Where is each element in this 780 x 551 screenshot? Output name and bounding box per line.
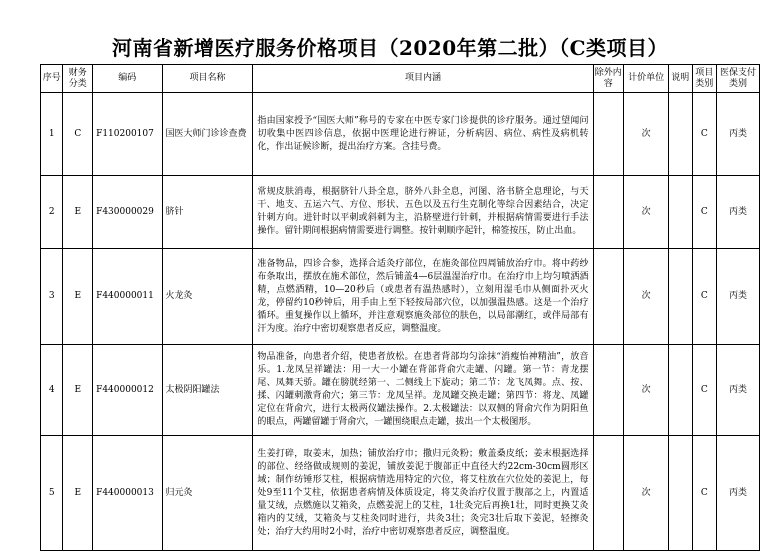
cell-exclude xyxy=(593,176,624,249)
header-name: 项目名称 xyxy=(162,65,253,93)
cell-insurance: 丙类 xyxy=(717,249,760,345)
cell-code: F440000011 xyxy=(93,249,162,345)
cell-seq: 2 xyxy=(41,176,63,249)
cell-content: 准备物品，四诊合参，选择合适灸疗部位，在施灸部位四周铺放治疗巾。将中药纱布条取出，摆放在施术部位，然后铺盖4—6层温湿治疗巾。在治疗巾上均匀喷洒酒精，点燃酒精，10—20秒后（或患者有温热感时），立刻用湿毛巾从侧面扑灭火龙，停留约10秒钟后，用手由上至下轻按局部穴位，以加强温热感。这是一个治疗循环。重复操作以上循环，并注意观察施灸部位的肤色，以局部潮红，或伴局部有汗为度。治疗中密切观察患者反应，调整温度。 xyxy=(253,249,593,345)
cell-finance: E xyxy=(63,436,93,551)
page-title: 河南省新增医疗服务价格项目（2020年第二批）（C类项目） xyxy=(111,36,669,60)
cell-code: F110200107 xyxy=(93,93,162,176)
cell-content: 常规皮肤消毒，根据脐针八卦全息，脐外八卦全息，河图、洛书脐全息理论，与天干、地支、五运六气、方位、形状、五色以及五行生克制化等综合因素结合，决定针刺方向。进针时以平刺或斜刺为主，沿脐壁进行针刺，并根据病情需要进行手法操作。留针期间根据病情需要进行调整。按针刺顺序起针，棉签按压，防止出血。 xyxy=(253,176,593,249)
cell-category: C xyxy=(692,436,717,551)
header-unit: 计价单位 xyxy=(624,65,669,93)
cell-category: C xyxy=(692,345,717,436)
cell-name: 脐针 xyxy=(162,176,253,249)
cell-insurance: 丙类 xyxy=(717,93,760,176)
table-row xyxy=(41,249,760,345)
header-exclude: 除外内容 xyxy=(593,65,624,93)
cell-finance: E xyxy=(63,249,93,345)
cell-unit: 次 xyxy=(624,345,669,436)
header-insurance: 医保支付类别 xyxy=(717,65,760,93)
cell-name: 国医大师门诊诊查费 xyxy=(162,93,253,176)
cell-note xyxy=(669,93,692,176)
cell-category: C xyxy=(692,176,717,249)
table-row xyxy=(41,345,760,436)
header-category: 项目类别 xyxy=(692,65,717,93)
cell-seq: 1 xyxy=(41,93,63,176)
cell-finance: E xyxy=(63,345,93,436)
cell-seq: 3 xyxy=(41,249,63,345)
cell-exclude xyxy=(593,345,624,436)
cell-name: 太极阴阳罐法 xyxy=(162,345,253,436)
cell-exclude xyxy=(593,93,624,176)
cell-unit: 次 xyxy=(624,436,669,551)
cell-content: 物品准备，向患者介绍，使患者放松。在患者背部均匀涂抹“消瘦怡神精油”，放音乐。1.龙凤呈祥罐法：用一大一小罐在背部背俞穴走罐、闪罐。第一节：青龙摆尾、凤舞天骄。罐在膀胱经第一、二侧线上下旋动；第二节：龙飞凤舞。点、按、揉、闪罐刺激背俞穴；第三节：龙凤呈祥。龙凤罐交换走罐；第四节：将龙、凤罐定位在背俞穴，进行太极两仪罐法操作。2.太极罐法：以双侧的肾俞穴作为阴阳鱼的眼点，两罐留罐于肾俞穴，一罐围绕眼点走罐，拔出一个太极图形。 xyxy=(253,345,593,436)
header-finance: 财务分类 xyxy=(63,65,93,93)
cell-code: F430000029 xyxy=(93,176,162,249)
cell-seq: 4 xyxy=(41,345,63,436)
table-row xyxy=(41,176,760,249)
cell-finance: E xyxy=(63,176,93,249)
cell-content: 生姜打碎，取姜末，加热；铺放治疗巾；撒归元灸粉；敷盖桑皮纸；姜末根据选择的部位、经络做成规则的姜泥，铺放姜泥于腹部正中直径大约22cm-30cm圆形区域；制作纺锤形艾柱，根据病情选用特定的穴位，将艾柱放在穴位处的姜泥上，每处9至11个艾柱，依据患者病情及体质设定，将艾灸治疗仪置于腹部之上，内置适量艾绒，点燃施以艾箱灸，点燃姜泥上的艾柱，1壮灸完后再换1壮，同时更换艾灸箱内的艾绒，艾箱灸与艾柱灸同时进行，共灸3壮；灸完3壮后取下姜泥，轻擦灸处；治疗大约用时2小时，治疗中密切观察患者反应，调整温度。 xyxy=(253,436,593,551)
table-header-row xyxy=(41,65,760,93)
cell-unit: 次 xyxy=(624,176,669,249)
header-content: 项目内涵 xyxy=(253,65,593,93)
cell-insurance: 丙类 xyxy=(717,345,760,436)
cell-unit: 次 xyxy=(624,249,669,345)
cell-finance: C xyxy=(63,93,93,176)
price-table xyxy=(40,64,760,551)
cell-insurance: 丙类 xyxy=(717,436,760,551)
cell-note xyxy=(669,176,692,249)
cell-seq: 5 xyxy=(41,436,63,551)
cell-code: F440000013 xyxy=(93,436,162,551)
cell-insurance: 丙类 xyxy=(717,176,760,249)
cell-note xyxy=(669,436,692,551)
cell-note xyxy=(669,249,692,345)
cell-name: 归元灸 xyxy=(162,436,253,551)
table-row xyxy=(41,436,760,551)
header-code: 编码 xyxy=(93,65,162,93)
cell-exclude xyxy=(593,249,624,345)
cell-code: F440000012 xyxy=(93,345,162,436)
cell-category: C xyxy=(692,249,717,345)
cell-content: 指由国家授予“国医大师”称号的专家在中医专家门诊提供的诊疗服务。通过望闻问切收集中医四诊信息，依据中医理论进行辨证，分析病因、病位、病性及病机转化，作出证候诊断，提出治疗方案。含挂号费。 xyxy=(253,93,593,176)
table-row xyxy=(41,93,760,176)
cell-category: C xyxy=(692,93,717,176)
cell-exclude xyxy=(593,436,624,551)
cell-note xyxy=(669,345,692,436)
header-note: 说明 xyxy=(669,65,692,93)
header-seq: 序号 xyxy=(41,65,63,93)
cell-name: 火龙灸 xyxy=(162,249,253,345)
cell-unit: 次 xyxy=(624,93,669,176)
